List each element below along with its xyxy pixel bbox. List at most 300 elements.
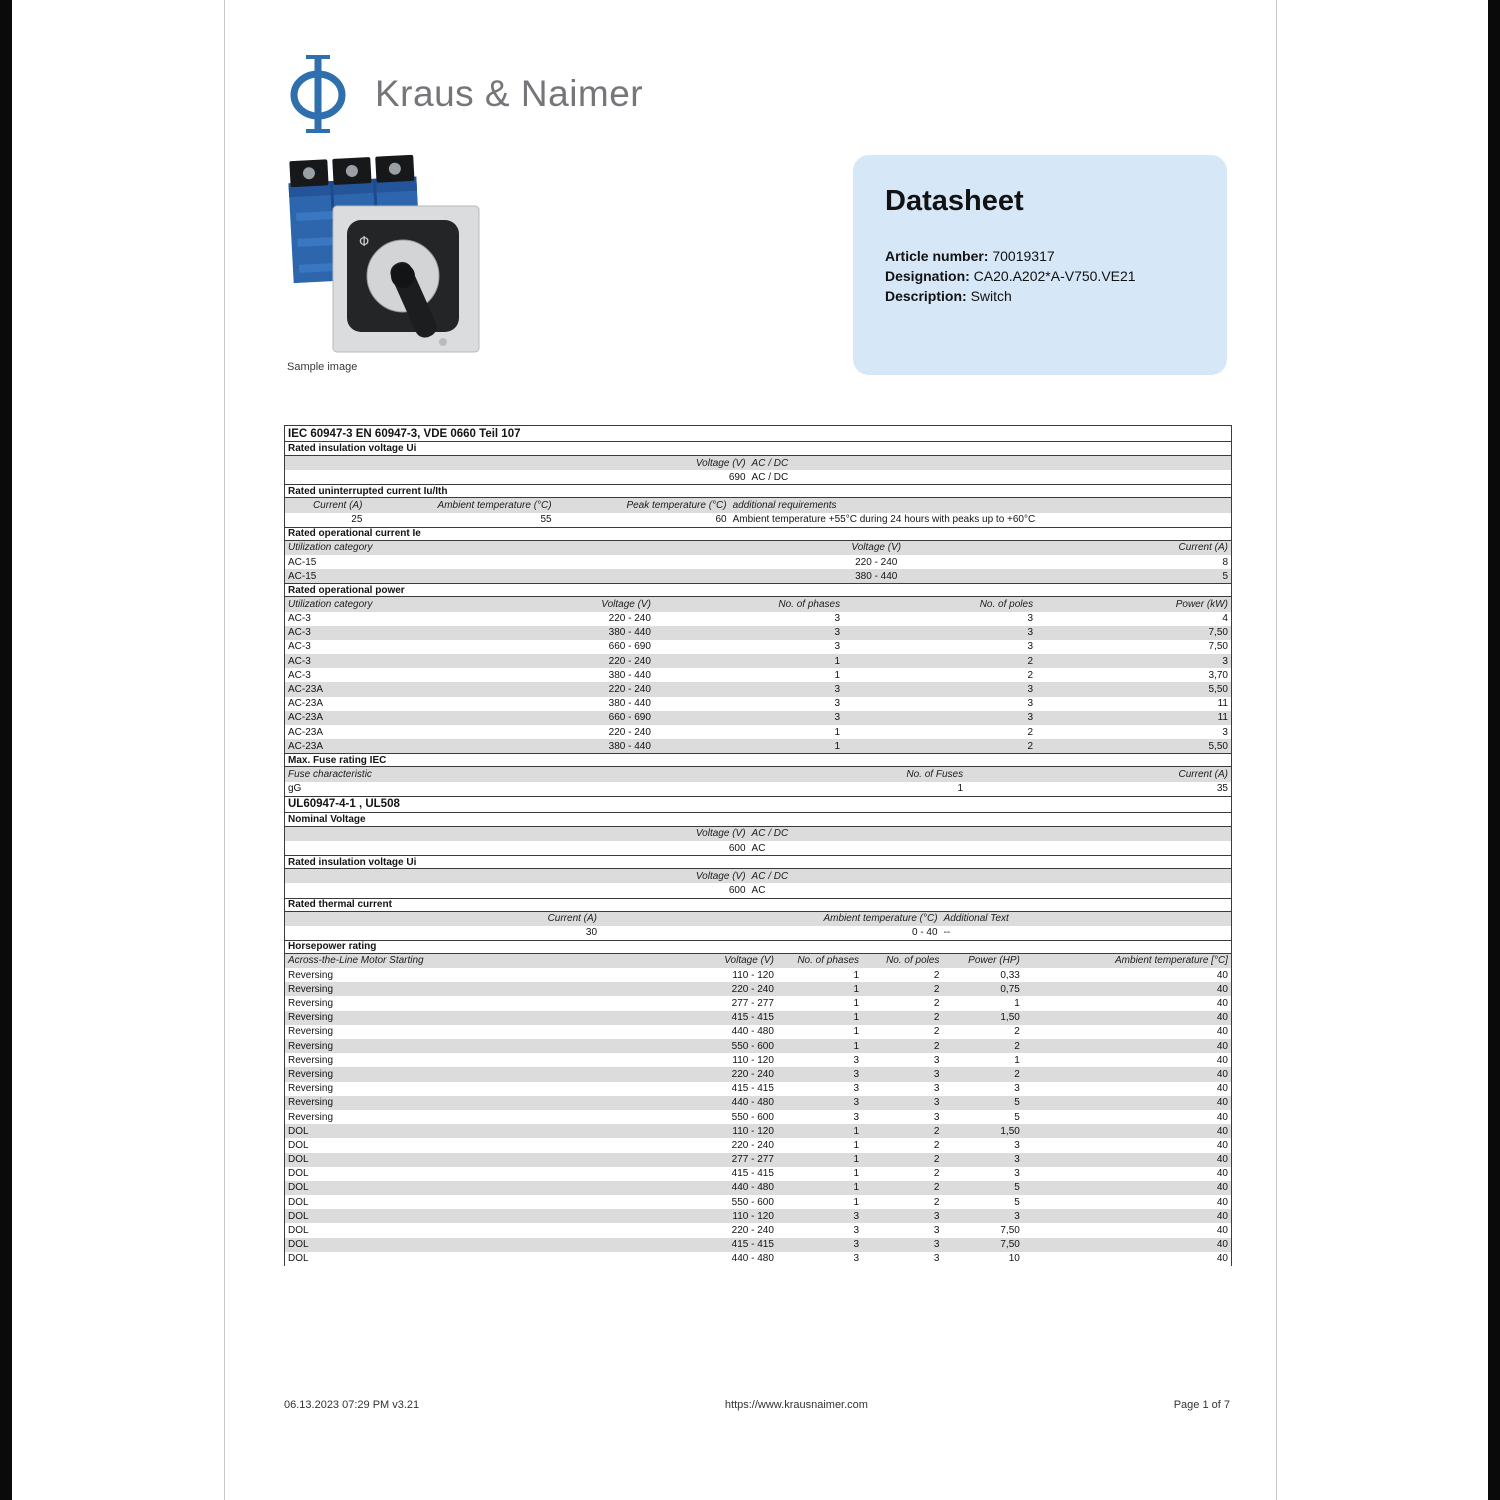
description-value: Switch [970,288,1012,304]
table-cell: 3 [1027,698,1034,710]
table-row [285,1153,1231,1167]
table-cell: 3 [853,1239,860,1251]
table-cell: DOL [288,1253,309,1265]
table-cell: 55 [540,514,552,526]
table-subheader: Rated insulation voltage Ui [285,442,1231,456]
table-cell: 110 - 120 [732,1054,774,1066]
table-cell: 2 [933,1125,940,1137]
table-cell: 40 [1216,983,1228,995]
table-cell: 3 [1014,1083,1020,1095]
product-image [283,150,488,355]
table-cell: 550 - 600 [731,1196,774,1208]
viewer-edge-bar-right [1488,0,1500,1500]
table-header-row [285,597,1231,611]
table-cell: AC-15 [288,556,317,568]
table-cell: 3 [1014,1168,1020,1180]
table-cell: 11 [1217,698,1228,710]
table-cell: 3 [834,684,841,696]
table-cell: 1 [853,1125,860,1137]
table-cell: 40 [1216,1012,1228,1024]
table-cell: 3 [1027,613,1034,625]
table-row [285,739,1231,753]
table-cell: 1 [1014,998,1020,1010]
table-row [285,1082,1231,1096]
table-cell: 11 [1217,712,1228,724]
table-cell: 2 [933,1040,940,1052]
table-cell: 220 - 240 [731,983,774,995]
table-cell: 660 - 690 [608,712,651,724]
table-cell: AC-3 [288,613,311,625]
table-row [285,926,1231,940]
table-cell: 3 [933,1054,940,1066]
table-cell: AC-3 [288,655,311,667]
table-row [285,982,1231,996]
table-cell: 1 [853,1026,860,1038]
table-row [285,1238,1231,1252]
table-cell: 3 [1027,684,1034,696]
table-header-row [285,912,1231,926]
footer-date-version: 06.13.2023 07:29 PM v3.21 [284,1399,420,1411]
table-cell: 220 - 240 [731,1225,774,1237]
table-cell: Reversing [288,983,334,995]
table-cell: 660 - 690 [608,641,651,653]
table-cell: 440 - 480 [731,1253,774,1265]
table-cell: 1 [853,983,860,995]
table-cell: Reversing [288,1026,334,1038]
table-cell: 1 [834,655,841,667]
table-cell: 40 [1216,1196,1228,1208]
table-subheader: Rated operational current Ie [285,527,1231,541]
table-cell: 1 [853,1139,860,1151]
table-cell: Reversing [288,1012,334,1024]
table-cell: 2 [933,1196,940,1208]
table-cell: 2 [933,1012,940,1024]
table-cell: 7,50 [1000,1239,1020,1251]
table-cell: Fuse characteristic [288,768,372,780]
table-subheader: Max. Fuse rating IEC [285,753,1231,767]
table-cell: 1 [853,1154,860,1166]
table-subheader: Horsepower rating [285,940,1231,954]
table-cell: Current (A) [312,499,363,511]
table-cell: 220 - 240 [855,556,898,568]
table-cell: 10 [1008,1253,1020,1265]
table-cell: AC-23A [288,726,324,738]
table-cell: 40 [1216,998,1228,1010]
table-cell: 35 [1216,783,1228,795]
table-row [285,682,1231,696]
table-cell: 3 [834,712,841,724]
table-cell: 5 [1014,1196,1020,1208]
table-cell: 2 [1014,1068,1020,1080]
table-cell: 2 [933,1168,940,1180]
table-header-row [285,541,1231,555]
table-cell: 5 [1014,1111,1020,1123]
table-cell: 3 [1027,641,1034,653]
table-row [285,996,1231,1010]
table-row [285,1181,1231,1195]
table-cell: 3 [853,1054,860,1066]
table-cell: 3 [1222,726,1228,738]
table-cell: Additional Text [943,913,1009,925]
table-cell: 60 [715,514,727,526]
table-row [285,513,1231,527]
table-cell: Ambient temperature [°C] [1115,955,1228,967]
table-cell: 3 [933,1083,940,1095]
table-cell: additional requirements [732,499,837,511]
table-cell: AC / DC [751,828,789,840]
table-cell: AC / DC [751,471,789,483]
page-footer [284,1399,1230,1411]
datasheet-panel [853,155,1227,375]
table-subheader: Nominal Voltage [285,813,1231,827]
table-cell: 380 - 440 [608,669,651,681]
table-cell: 1,50 [1000,1125,1020,1137]
table-cell: 3 [1027,712,1034,724]
table-cell: 220 - 240 [608,684,651,696]
table-cell: Ambient temperature (°C) [437,499,552,511]
table-cell: 40 [1216,1253,1228,1265]
table-cell: 5,50 [1208,740,1228,752]
table-cell: 110 - 120 [732,1125,774,1137]
table-cell: 1 [1014,1054,1020,1066]
article-number-value: 70019317 [992,248,1055,264]
specification-table [284,425,1232,1266]
table-cell: DOL [288,1182,309,1194]
table-cell: 40 [1216,1168,1228,1180]
table-cell: DOL [288,1210,309,1222]
table-cell: 3 [834,613,841,625]
table-cell: 1,50 [1000,1012,1020,1024]
table-cell: 1 [853,1168,860,1180]
table-row [285,883,1231,897]
table-cell: 440 - 480 [731,1182,774,1194]
table-row [285,1039,1231,1053]
table-cell: 30 [585,927,598,939]
table-cell: No. of poles [886,955,940,967]
sample-image-caption: Sample image [287,361,358,373]
table-cell: 1 [853,1196,860,1208]
table-cell: 3 [933,1068,940,1080]
table-cell: 1 [834,726,841,738]
table-cell: 2 [933,969,940,981]
table-cell: 277 - 277 [731,998,774,1010]
table-row [285,782,1231,796]
table-row [285,1110,1231,1124]
panel-title: Datasheet [885,185,1024,217]
table-cell: 40 [1216,1026,1228,1038]
table-cell: 440 - 480 [731,1026,774,1038]
table-cell: 2 [1027,655,1034,667]
table-cell: 440 - 480 [731,1097,774,1109]
table-row [285,1096,1231,1110]
table-cell: 380 - 440 [855,570,898,582]
table-section-title: IEC 60947-3 EN 60947-3, VDE 0660 Teil 107 [285,425,1231,442]
table-subheader: Rated uninterrupted current Iu/Ith [285,484,1231,498]
table-row [285,640,1231,654]
table-cell: 1 [834,740,841,752]
table-cell: 40 [1216,1154,1228,1166]
table-cell: Reversing [288,1068,334,1080]
table-row [285,968,1231,982]
table-cell: 40 [1216,1040,1228,1052]
table-cell: 2 [933,1154,940,1166]
table-header-row [285,954,1231,968]
table-cell: 40 [1216,1182,1228,1194]
table-cell: DOL [288,1225,309,1237]
table-cell: 0,75 [1000,983,1020,995]
table-cell: 3 [834,698,841,710]
table-row [285,1138,1231,1152]
table-header-row [285,456,1231,470]
table-row [285,1011,1231,1025]
table-cell: 5 [1222,570,1228,582]
table-cell: 110 - 120 [732,969,774,981]
table-cell: 3,70 [1208,669,1228,681]
table-cell: DOL [288,1154,309,1166]
table-cell: 2 [1014,1026,1020,1038]
table-cell: AC / DC [751,870,789,882]
table-cell: 3 [1014,1154,1020,1166]
table-cell: 40 [1216,1068,1228,1080]
table-row [285,1223,1231,1237]
table-cell: 4 [1222,613,1228,625]
brand-logo [285,52,643,136]
table-cell: 0 - 40 [911,927,938,939]
table-row [285,697,1231,711]
table-cell: Across-the-Line Motor Starting [288,955,424,967]
table-row [285,1252,1231,1266]
table-row [285,654,1231,668]
table-cell: 277 - 277 [731,1154,774,1166]
table-cell: 40 [1216,1054,1228,1066]
table-cell: 3 [834,641,841,653]
table-row [285,555,1231,569]
table-cell: 2 [933,1182,940,1194]
footer-url-link[interactable]: https://www.krausnaimer.com [724,1399,868,1411]
table-cell: 40 [1216,1239,1228,1251]
table-cell: 40 [1216,1225,1228,1237]
table-row [285,1053,1231,1067]
table-cell: AC [751,842,766,854]
table-cell: Power (HP) [968,955,1020,967]
table-cell: 415 - 415 [731,1012,774,1024]
table-cell: 220 - 240 [608,655,651,667]
table-cell: 550 - 600 [731,1111,774,1123]
table-cell: 1 [853,1182,860,1194]
table-cell: 380 - 440 [608,698,651,710]
table-row [285,711,1231,725]
table-cell: 600 [728,842,746,854]
table-header-row [285,869,1231,883]
table-row [285,1195,1231,1209]
designation-field [885,266,1207,286]
brand-name: Kraus & Naimer [375,73,644,114]
table-cell: Reversing [288,1111,334,1123]
table-cell: 3 [933,1225,940,1237]
table-cell: 415 - 415 [731,1168,774,1180]
table-cell: Voltage (V) [724,955,774,967]
table-cell: Voltage (V) [695,457,746,469]
table-cell: 2 [1027,669,1034,681]
table-cell: -- [943,927,951,939]
table-cell: 2 [1027,726,1034,738]
table-cell: 1 [957,783,964,795]
table-cell: 220 - 240 [608,613,651,625]
article-number-field [885,246,1207,266]
table-section-title: UL60947-4-1 , UL508 [285,796,1231,813]
table-cell: DOL [288,1125,309,1137]
table-cell: 3 [933,1111,940,1123]
table-cell: 1 [834,669,841,681]
table-cell: DOL [288,1139,309,1151]
table-cell: 3 [853,1225,860,1237]
table-cell: AC-23A [288,684,324,696]
table-cell: 380 - 440 [608,740,651,752]
table-cell: DOL [288,1168,309,1180]
table-subheader: Rated thermal current [285,898,1231,912]
table-cell: 3 [853,1068,860,1080]
table-cell: AC-23A [288,712,324,724]
table-subheader: Rated operational power [285,583,1231,597]
table-row [285,725,1231,739]
table-cell: AC-3 [288,641,311,653]
table-cell: Utilization category [288,598,373,610]
table-cell: 40 [1216,969,1228,981]
table-cell: 5 [1014,1097,1020,1109]
table-cell: 1 [853,998,860,1010]
table-cell: gG [288,783,302,795]
table-cell: 220 - 240 [731,1139,774,1151]
table-cell: Current (A) [1178,542,1228,554]
table-row [285,668,1231,682]
table-cell: 690 [728,471,746,483]
table-cell: 40 [1216,1083,1228,1095]
table-cell: 8 [1222,556,1228,568]
table-cell: Ambient temperature (°C) [823,913,938,925]
table-cell: AC / DC [751,457,789,469]
table-cell: AC [751,884,766,896]
table-cell: 1 [853,969,860,981]
table-cell: 3 [933,1239,940,1251]
table-cell: 1 [853,1040,860,1052]
table-cell: DOL [288,1239,309,1251]
description-field [885,286,1207,306]
table-cell: 3 [1014,1139,1020,1151]
table-cell: Current (A) [547,913,598,925]
table-cell: 3 [1014,1210,1020,1222]
switch-photo-illustration [283,150,488,355]
table-cell: 600 [728,884,746,896]
table-row [285,569,1231,583]
table-header-row [285,827,1231,841]
table-cell: AC-15 [288,570,317,582]
table-cell: 7,50 [1208,627,1228,639]
table-cell: AC-23A [288,740,324,752]
table-cell: 0,33 [1000,969,1020,981]
table-cell: 3 [853,1083,860,1095]
table-cell: Peak temperature (°C) [626,499,727,511]
table-cell: 7,50 [1208,641,1228,653]
table-cell: AC-23A [288,698,324,710]
table-header-row [285,498,1231,512]
table-cell: Voltage (V) [695,870,746,882]
table-cell: Ambient temperature +55°C during 24 hours with peaks up to +60°C [732,514,1036,526]
table-cell: Reversing [288,1083,334,1095]
table-row [285,841,1231,855]
table-cell: 40 [1216,1111,1228,1123]
table-cell: Voltage (V) [695,828,746,840]
table-cell: 2 [933,998,940,1010]
table-cell: 5,50 [1208,684,1228,696]
table-cell: DOL [288,1196,309,1208]
table-cell: AC-3 [288,669,311,681]
article-number-label: Article number: [885,248,989,264]
table-cell: No. of poles [979,598,1034,610]
table-cell: 3 [834,627,841,639]
phi-logo-icon [285,52,351,136]
table-cell: Reversing [288,1040,334,1052]
table-row [285,470,1231,484]
table-cell: 2 [933,1026,940,1038]
table-cell: 40 [1216,1097,1228,1109]
table-cell: 380 - 440 [608,627,651,639]
table-cell: 220 - 240 [731,1068,774,1080]
table-cell: AC-3 [288,627,311,639]
table-cell: 2 [1027,740,1034,752]
table-cell: No. of phases [797,955,860,967]
table-cell: 220 - 240 [608,726,651,738]
table-cell: 3 [1222,655,1228,667]
table-cell: Voltage (V) [851,542,902,554]
table-cell: 5 [1014,1182,1020,1194]
table-cell: 3 [853,1253,860,1265]
svg-text:Φ: Φ [359,235,370,250]
table-cell: 40 [1216,1125,1228,1137]
table-row [285,1124,1231,1138]
table-cell: Reversing [288,969,334,981]
table-cell: 7,50 [1000,1225,1020,1237]
table-cell: 2 [933,983,940,995]
table-cell: No. of phases [778,598,841,610]
table-cell: 2 [933,1139,940,1151]
table-row [285,626,1231,640]
table-cell: 2 [1014,1040,1020,1052]
table-cell: 110 - 120 [732,1210,774,1222]
description-label: Description: [885,288,967,304]
table-row [285,1025,1231,1039]
table-cell: 3 [1027,627,1034,639]
table-cell: Reversing [288,1097,334,1109]
table-cell: Voltage (V) [601,598,651,610]
table-cell: Utilization category [288,542,373,554]
table-cell: 1 [853,1012,860,1024]
table-cell: 3 [853,1210,860,1222]
table-cell: 3 [853,1097,860,1109]
table-cell: Reversing [288,998,334,1010]
table-cell: Current (A) [1178,768,1228,780]
table-row [285,1167,1231,1181]
table-row [285,612,1231,626]
page-edge-line-right [1276,0,1277,1500]
viewer-edge-bar-left [0,0,12,1500]
table-cell: 3 [933,1253,940,1265]
table-cell: 415 - 415 [731,1239,774,1251]
table-subheader: Rated insulation voltage Ui [285,855,1231,869]
page-edge-line-left [224,0,225,1500]
table-cell: Reversing [288,1054,334,1066]
table-cell: 550 - 600 [731,1040,774,1052]
table-cell: 3 [853,1111,860,1123]
